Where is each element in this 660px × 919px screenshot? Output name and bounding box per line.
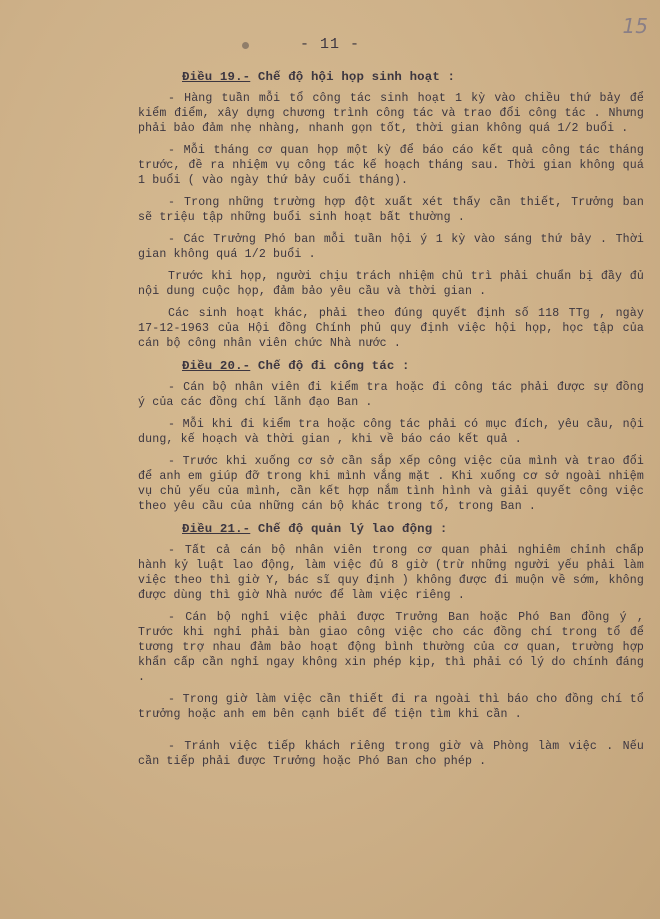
article-21-heading	[182, 522, 644, 537]
article-title: Chế độ quản lý lao động :	[257, 522, 448, 536]
paragraph: - Tất cả cán bộ nhân viên trong cơ quan phải nghiêm chỉnh chấp hành kỷ luật lao động, làm việc đủ 8 giờ (trừ những người yếu phải làm việc theo thì giờ Y, bác sĩ quy định ) không được đi muộn về sớm, không được dùng thì giờ Nhà nước để làm việc riêng .	[138, 544, 644, 602]
paragraph: - Tránh việc tiếp khách riêng trong giờ và Phòng làm việc . Nếu cần tiếp phải được Trưởng hoặc Phó Ban cho phép .	[138, 740, 644, 768]
paragraph: - Trong những trường hợp đột xuất xét thấy cần thiết, Trưởng ban sẽ triệu tập những buổi sinh hoạt bất thường .	[138, 196, 644, 224]
paragraph: - Hàng tuần mỗi tổ công tác sinh hoạt 1 kỳ vào chiều thứ bảy để kiểm điểm, xây dựng chương trình công tác và trao đổi công tác . Nhưng phải bảo đảm nhẹ nhàng, nhanh gọn tốt, thời gian không quá 1/2 buổi .	[138, 92, 644, 135]
paragraph: - Mỗi khi đi kiểm tra hoặc công tác phải có mục đích, yêu cầu, nội dung, kế hoạch và thời gian , khi về báo cáo kết quả .	[138, 418, 644, 446]
paragraph: - Mỗi tháng cơ quan họp một kỳ để báo cáo kết quả công tác tháng trước, đề ra nhiệm vụ công tác kế hoạch tháng sau. Thời gian không quá 1 buổi ( vào ngày thứ bảy cuối tháng).	[138, 144, 644, 187]
article-title: Chế độ hội họp sinh hoạt :	[257, 70, 456, 84]
article-number: Điều 20.-	[182, 359, 251, 373]
paragraph: Trước khi họp, người chịu trách nhiệm chủ trì phải chuẩn bị đầy đủ nội dung cuộc họp, đảm bảo yêu cầu và thời gian .	[138, 270, 644, 298]
page-number: - 11 -	[299, 36, 360, 53]
article-number: Điều 19.-	[182, 70, 251, 84]
paragraph: Các sinh hoạt khác, phải theo đúng quyết định số 118 TTg , ngày 17-12-1963 của Hội đồng Chính phủ quy định việc hội họp, học tập của cán bộ công nhân viên chức Nhà nước .	[138, 307, 644, 350]
article-title: Chế độ đi công tác :	[257, 359, 410, 373]
paragraph: - Trong giờ làm việc cần thiết đi ra ngoài thì báo cho đồng chí tổ trưởng hoặc anh em bên cạnh biết để tiện tìm khi cần .	[138, 693, 644, 721]
article-20-heading	[182, 359, 644, 374]
paragraph: - Cán bộ nhân viên đi kiểm tra hoặc đi công tác phải được sự đồng ý của các đồng chí lãnh đạo Ban .	[138, 381, 644, 409]
document-body	[138, 62, 644, 776]
handwritten-page-mark: 15	[622, 14, 648, 38]
spacer	[138, 729, 644, 739]
paragraph: - Cán bộ nghỉ việc phải được Trưởng Ban hoặc Phó Ban đồng ý , Trước khi nghỉ phải bàn giao công việc cho các đồng chí trong tổ để tương trợ nhau đảm bảo hoạt động bình thường của cơ quan, trường hợp khẩn cấp cần nghỉ ngay không xin phép kịp, thì phải có lý do chính đáng .	[138, 611, 644, 684]
paragraph: - Các Trưởng Phó ban mỗi tuần hội ý 1 kỳ vào sáng thứ bảy . Thời gian không quá 1/2 buổi .	[138, 233, 644, 261]
paragraph: - Trước khi xuống cơ sở cần sắp xếp công việc của mình và trao đổi để anh em giúp đỡ trong khi mình vắng mặt . Khi xuống cơ sở ngoài nhiệm vụ chủ yếu của mình, cần kết hợp nắm tình hình và giải quyết công việc theo yêu cầu của những cán bộ khác trong tổ, trong Ban .	[138, 455, 644, 513]
article-19-heading	[182, 70, 644, 85]
article-number: Điều 21.-	[182, 522, 251, 536]
